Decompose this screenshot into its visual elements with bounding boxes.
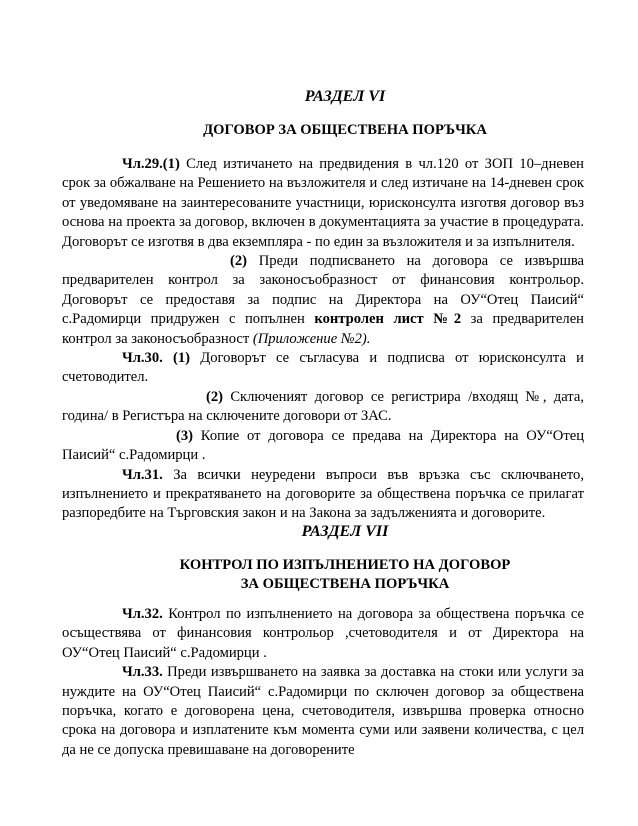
article-29-p2-text-a: Преди подписването на договора се извършва предварителен контрол за законосъобразност от финансовия контрольор. Договорът се предоставя за подпис на Директора на ОУ“Отец Паисий“ с.Радомирци придружен с попълнен bbox=[62, 253, 584, 328]
article-32-label: Чл.32. bbox=[122, 606, 163, 622]
article-30-p1-label: (1) bbox=[162, 350, 191, 367]
article-30-p3-label: (3) bbox=[176, 427, 194, 444]
article-33-paragraph bbox=[62, 663, 584, 760]
article-33-label: Чл.33. bbox=[122, 664, 163, 681]
control-sheet-reference: контролен лист №2 bbox=[314, 311, 462, 328]
article-29-paragraph-1 bbox=[62, 155, 584, 252]
article-30-paragraph-1 bbox=[62, 349, 584, 388]
article-30-paragraph-3 bbox=[62, 427, 584, 466]
article-30-p1-text: Договорът се съгласува и подписва от юрисконсулта и счетоводител. bbox=[62, 350, 584, 386]
article-30-label: Чл.30. bbox=[122, 350, 163, 367]
article-29-paragraph-2 bbox=[62, 252, 584, 349]
article-31-paragraph bbox=[62, 466, 584, 524]
article-32-text: Контрол по изпълнението на договора за обществена поръчка се осъществява от финансовия контрольор ,счетоводителя и от Директора на ОУ“Отец Паисий“ с.Радомирци . bbox=[62, 606, 584, 661]
section-7-subtitle-line-1: КОНТРОЛ ПО ИЗПЪЛНЕНИЕТО НА ДОГОВОР bbox=[179, 557, 511, 573]
article-31-label: Чл.31. bbox=[122, 466, 163, 483]
article-29-p2-label: (2) bbox=[230, 253, 248, 270]
section-6-subtitle: ДОГОВОР ЗА ОБЩЕСТВЕНА ПОРЪЧКА bbox=[203, 122, 487, 138]
article-30-p2-text: Сключеният договор се регистрира /входящ №, дата, година/ в Регистъра на сключените договори от ЗАС. bbox=[62, 388, 584, 425]
appendix-reference: (Приложение №2). bbox=[252, 330, 371, 347]
article-32-paragraph bbox=[62, 605, 584, 663]
section-7-subtitle-line-2: ЗА ОБЩЕСТВЕНА ПОРЪЧКА bbox=[240, 576, 450, 592]
article-29-p2-text-b: за предварителен контрол за законосъобразност bbox=[62, 311, 584, 347]
article-31-text: За всички неуредени въпроси във връзка със сключването, изпълнението и прекратяването на договорите за обществена поръчка се прилагат разпоредбите на Търговския закон и на Закона за задълженията и договорите. bbox=[62, 466, 584, 522]
section-6-title: РАЗДЕЛ VI bbox=[304, 88, 386, 105]
article-30-paragraph-2 bbox=[62, 388, 584, 427]
article-29-text-1: След изтичането на предвидения в чл.120 от ЗОП 10–дневен срок за обжалване на Решението на възложителя и след изтичане на 14-дневен срок от уведомяване на заинтересованите участници, юрисконсулта изготвя договор въз основа на проекта за договор, включен в документацията за участие в процедурата. Договорът се изготвя в два екземпляра - по един за възложителя и за изпълнителя. bbox=[62, 156, 584, 250]
article-30-p2-label: (2) bbox=[206, 388, 224, 405]
section-6-body bbox=[62, 155, 584, 524]
article-33-text: Преди извършването на заявка за доставка на стоки или услуги за нуждите на ОУ“Отец Паисий“ с.Радомирци по сключен договор за обществена поръчка, когато е договорена цена, счетоводителя, извършва проверка относно срока на договора и изплатените към момента суми или заявени количества, с цел да не се допуска превишаване на договорените bbox=[62, 664, 584, 758]
section-7-title: РАЗДЕЛ VII bbox=[301, 523, 389, 540]
article-29-label: Чл.29.(1) bbox=[122, 156, 180, 172]
section-7-body bbox=[62, 605, 584, 760]
article-30-p3-text: Копие от договора се предава на Директора на ОУ“Отец Паисий“ с.Радомирци . bbox=[62, 427, 584, 464]
